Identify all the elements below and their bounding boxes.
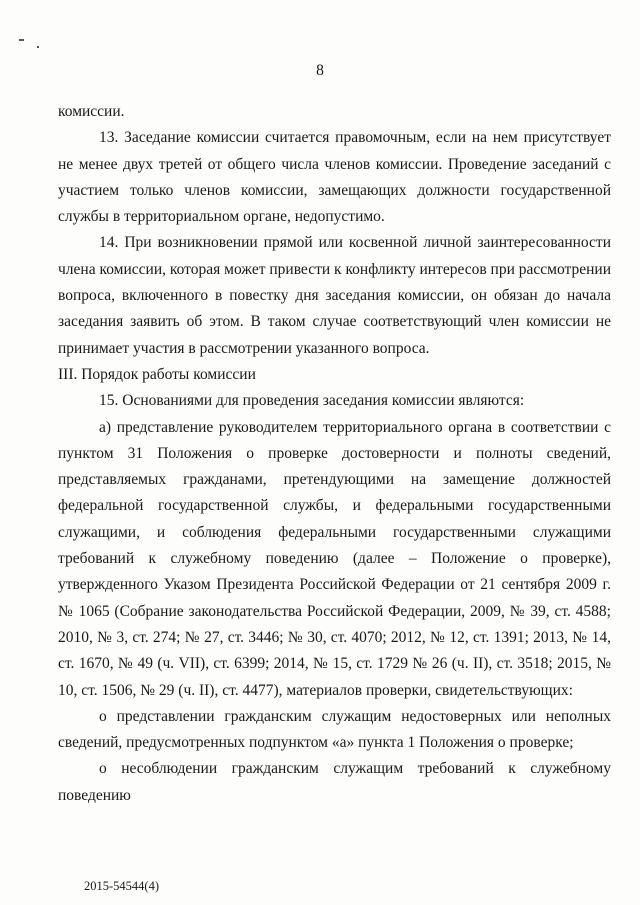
- document-body: [58, 99, 611, 809]
- paragraph-15: 15. Основаниями для проведения заседания комиссии являются:: [99, 392, 525, 410]
- paragraph-15a-item-2: о несоблюдении гражданским служащим требований к служебному поведению: [58, 760, 611, 804]
- paragraph-continuation: комиссии.: [58, 103, 125, 120]
- scan-speck: [19, 39, 24, 41]
- paragraph-14: 14. При возникновении прямой или косвенной личной заинтересованности члена комиссии, которая может привести к конфликту интересов при рассмотрении вопроса, включенного в повестку дня заседания комиссии, он обязан до начала заседания заявить об этом. В таком случае соответствующий член комиссии не принимает участия в рассмотрении указанного вопроса.: [58, 234, 611, 357]
- section-heading: III. Порядок работы комиссии: [58, 365, 256, 383]
- paragraph-13: 13. Заседание комиссии считается правомочным, если на нем присутствует не менее двух третей от общего числа членов комиссии. Проведение заседаний с участием только членов комиссии, замещающих должности государственной службы в территориальном органе, недопустимо.: [58, 129, 611, 226]
- page-number: 8: [316, 62, 324, 79]
- paragraph-15a-item-1: о представлении гражданским служащим недостоверных или неполных сведений, предусмотренных подпунктом «а» пункта 1 Положения о проверке;: [58, 707, 611, 752]
- document-code: 2015-54544(4): [84, 879, 159, 893]
- scan-speck: [37, 46, 39, 48]
- paragraph-15a: а) представление руководителем территориального органа в соответствии с пунктом 31 Положения о проверке достоверности и полноты сведений, представляемых гражданами, претендующими на замещение должностей федеральной государственной службы, и федеральными государственными служащими, и соблюдения федеральными государственными служащими требований к служебному поведению (далее – Положение о проверке), утвержденного Указом Президента Российской Федерации от 21 сентября 2009 г. № 1065 (Собрание законодательства Российской Федерации, 2009, № 39, ст. 4588; 2010, № 3, ст. 274; № 27, ст. 3446; № 30, ст. 4070; 2012, № 12, ст. 1391; 2013, № 14, ст. 1670, № 49 (ч. VII), ст. 6399; 2014, № 15, ст. 1729 № 26 (ч. II), ст. 3518; 2015, № 10, ст. 1506, № 29 (ч. II), ст. 4477), материалов проверки, свидетельствующих:: [58, 418, 611, 699]
